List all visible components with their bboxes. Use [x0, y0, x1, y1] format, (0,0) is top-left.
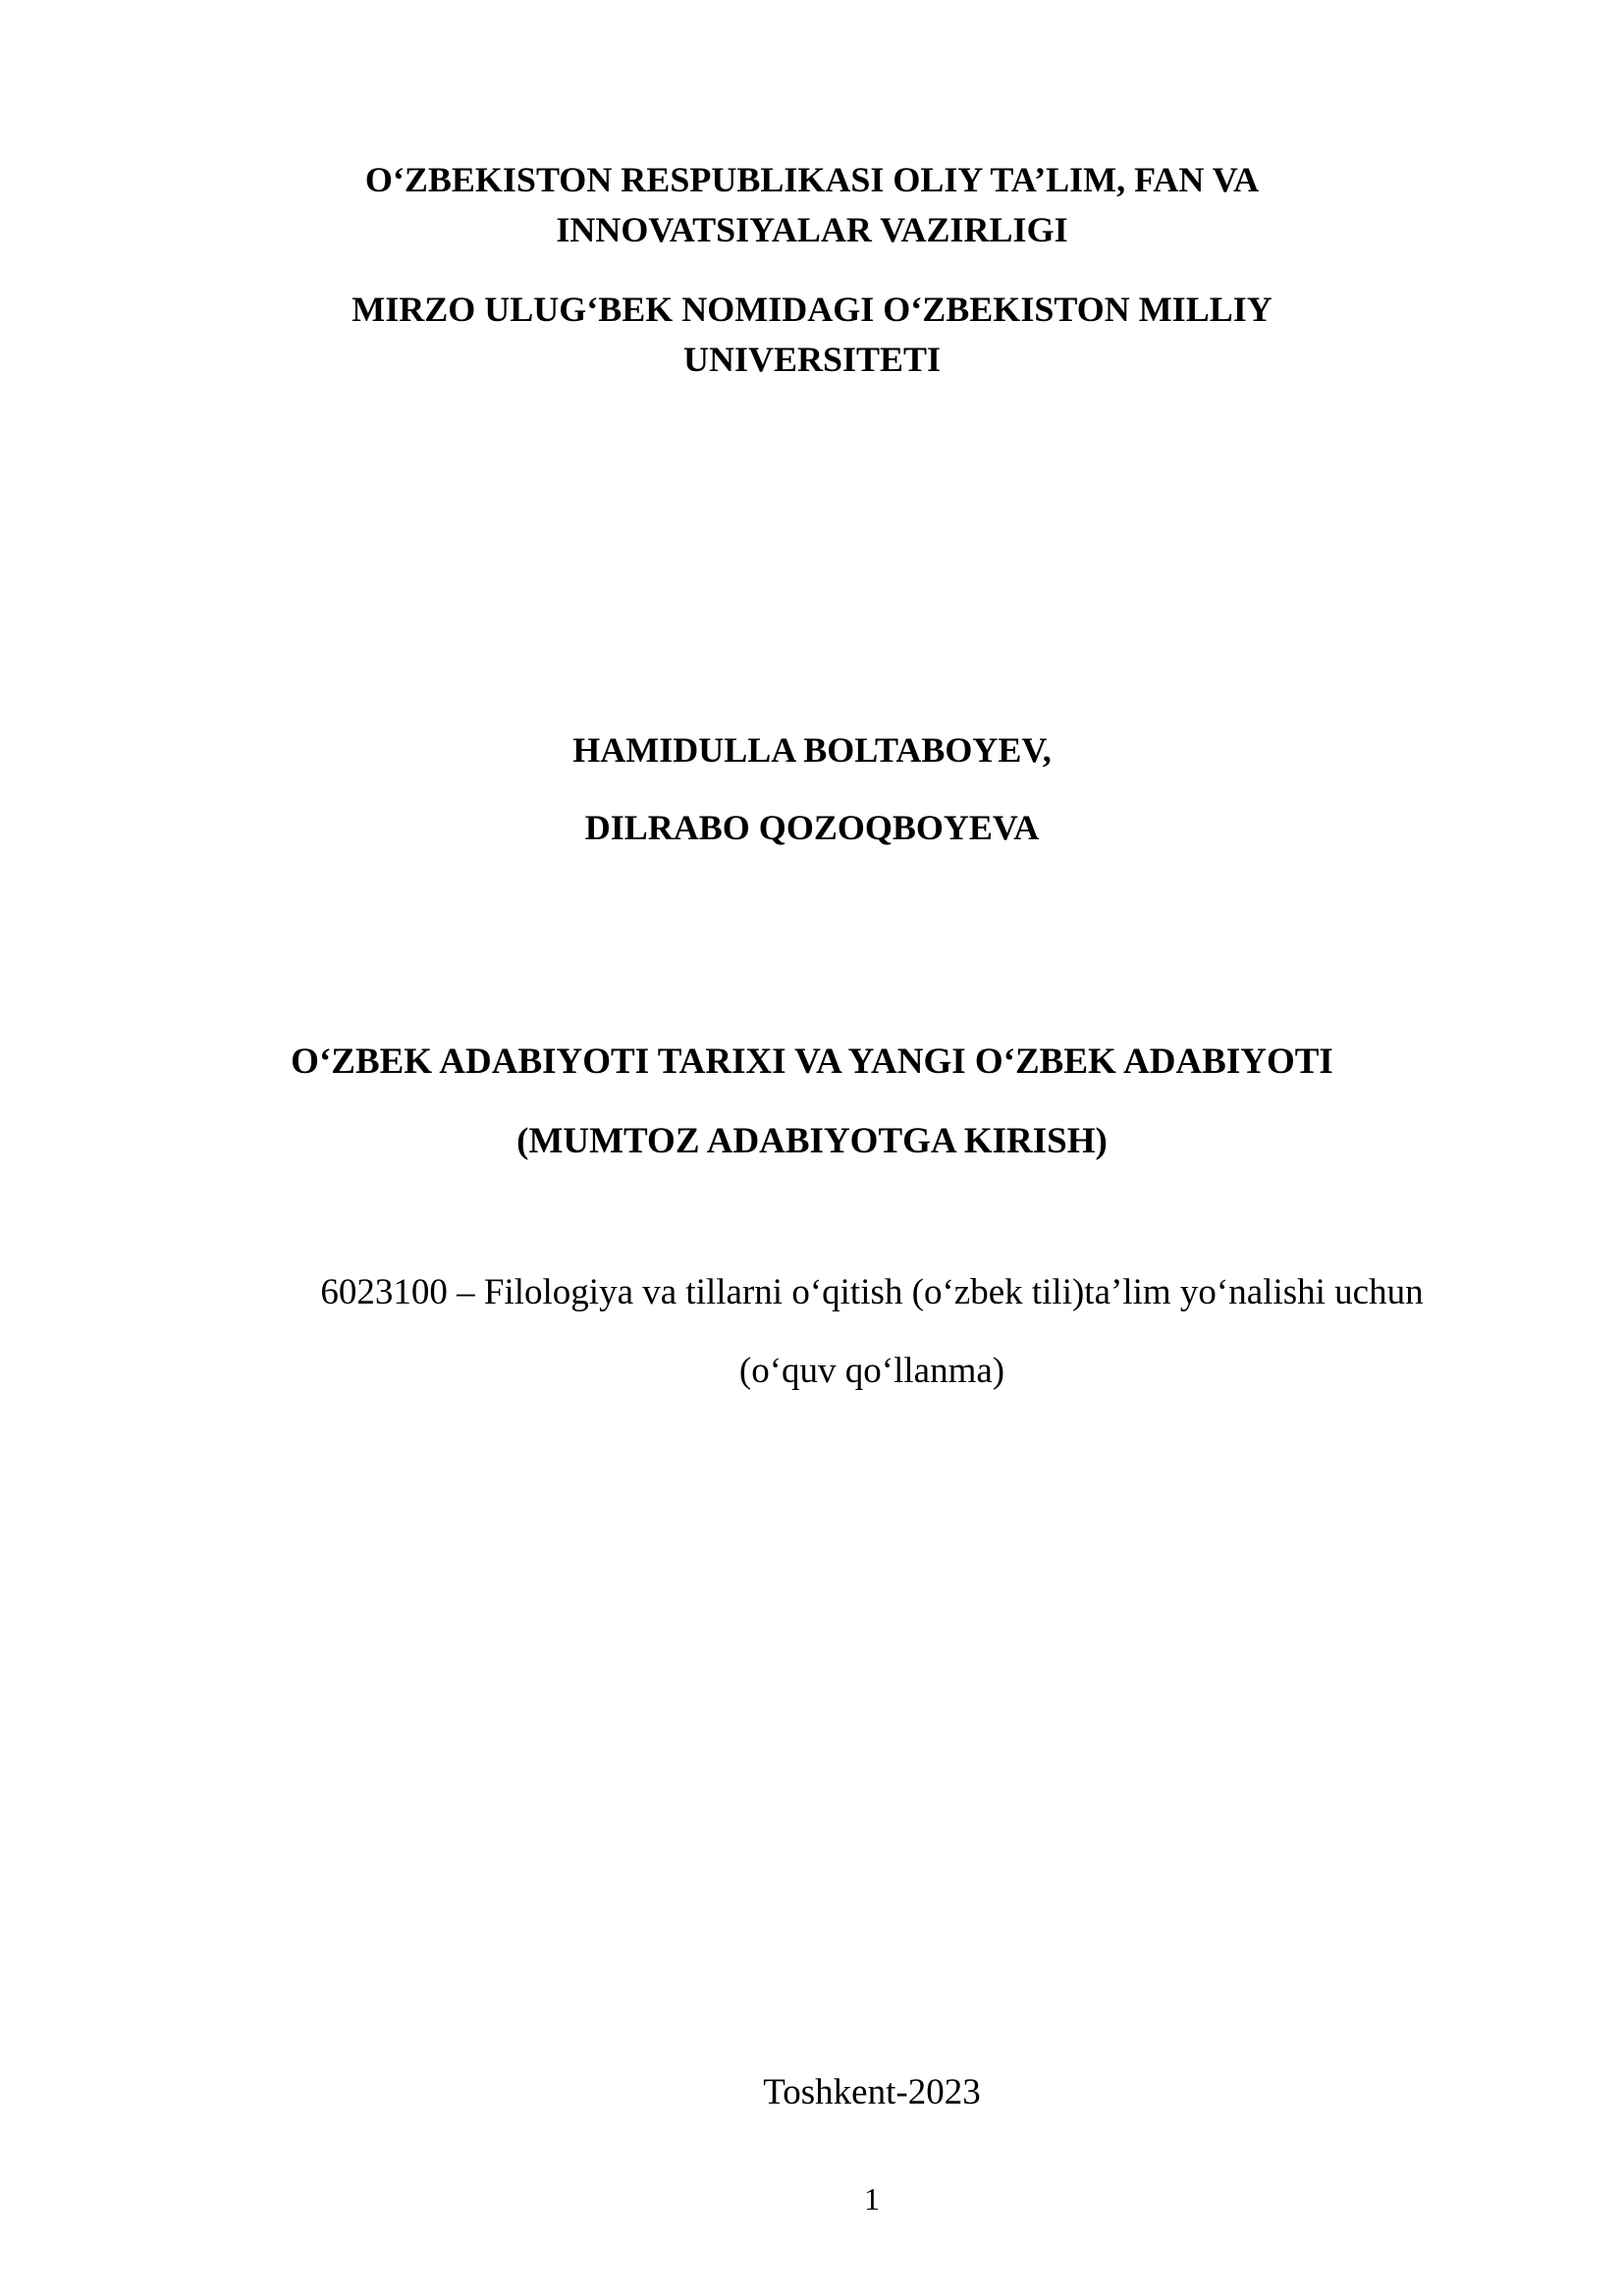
ministry-heading-line-2: INNOVATSIYALAR VAZIRLIGI [556, 210, 1068, 249]
page-number: 1 [864, 2181, 880, 2216]
place-and-year: Toshkent-2023 [763, 2072, 981, 2112]
book-subtitle: (MUMTOZ ADABIYOTGA KIRISH) [516, 1121, 1108, 1161]
book-title: O‘ZBEK ADABIYOTI TARIXI VA YANGI O‘ZBEK ADABIYOTI [291, 1041, 1333, 1082]
specialty-line: 6023100 – Filologiya va tillarni o‘qitish (o‘zbek tili)ta’lim yo‘nalishi uchun [320, 1272, 1424, 1312]
author-name-1: HAMIDULLA BOLTABOYEV, [572, 730, 1052, 770]
ministry-heading-line-1: O‘ZBEKISTON RESPUBLIKASI OLIY TA’LIM, FAN VA [364, 160, 1260, 199]
university-heading-line-2: UNIVERSITETI [682, 340, 942, 379]
university-heading-line-1: MIRZO ULUG‘BEK NOMIDAGI O‘ZBEKISTON MILLIY [352, 290, 1272, 329]
publication-type: (o‘quv qo‘llanma) [738, 1351, 1005, 1391]
author-name-2: DILRABO QOZOQBOYEVA [584, 808, 1040, 847]
